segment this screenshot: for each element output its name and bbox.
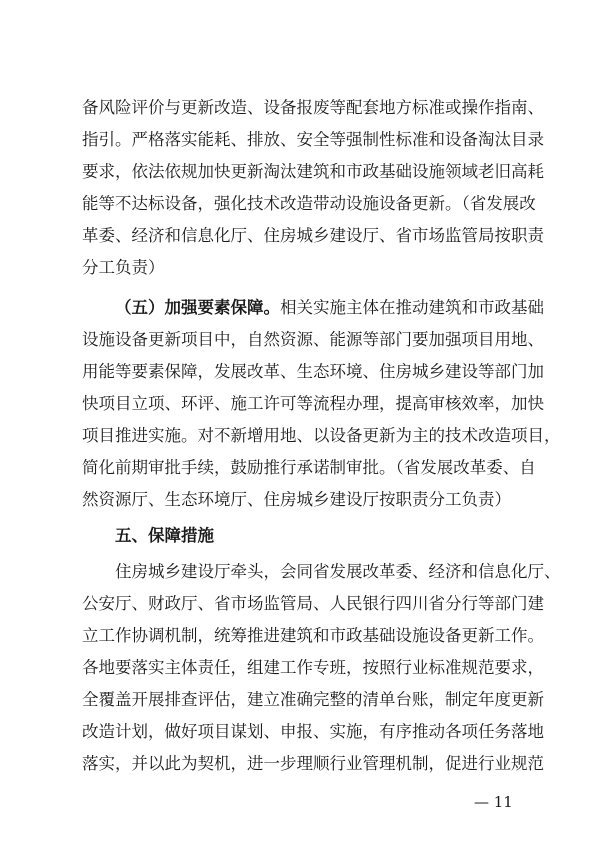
paragraph-line: 分工负责） xyxy=(82,258,165,277)
page-number: — 11 xyxy=(474,793,513,811)
paragraph-line: 要求，依法依规加快更新淘汰建筑和市政基础设施领域老旧高耗 xyxy=(82,162,544,181)
paragraph-line: 公安厅、财政厅、省市场监管局、人民银行四川省分行等部门建 xyxy=(82,594,544,613)
paragraph-line: 快项目立项、环评、施工许可等流程办理，提高审核效率，加快 xyxy=(82,394,544,413)
paragraph-line: 然资源厅、生态环境厅、住房城乡建设厅按职责分工负责） xyxy=(82,490,511,509)
paragraph-line: 全覆盖开展排查评估，建立准确完整的清单台账，制定年度更新 xyxy=(82,690,544,709)
paragraph-line: 简化前期审批手续，鼓励推行承诺制审批。（省发展改革委、自 xyxy=(82,458,536,477)
paragraph-line: 立工作协调机制，统筹推进建筑和市政基础设施设备更新工作。 xyxy=(82,626,544,645)
paragraph-line: 各地要落实主体责任，组建工作专班，按照行业标准规范要求， xyxy=(82,658,544,677)
paragraph-line: 设施设备更新项目中，自然资源、能源等部门要加强项目用地、 xyxy=(82,330,544,349)
paragraph-line: 项目推进实施。对不新增用地、以设备更新为主的技术改造项目， xyxy=(82,426,561,445)
section-heading: 五、保障措施 xyxy=(115,526,214,545)
paragraph-line: 改造计划，做好项目谋划、申报、实施，有序推动各项任务落地 xyxy=(82,722,544,741)
paragraph-line: 落实，并以此为契机，进一步理顺行业管理机制，促进行业规范 xyxy=(82,754,544,773)
paragraph-line: 备风险评价与更新改造、设备报废等配套地方标准或操作指南、 xyxy=(82,98,544,117)
paragraph-line: 能等不达标设备，强化技术改造带动设施设备更新。（省发展改 xyxy=(82,194,536,213)
paragraph-line: 革委、经济和信息化厅、住房城乡建设厅、省市场监管局按职责 xyxy=(82,226,544,245)
paragraph-line: 指引。严格落实能耗、排放、安全等强制性标准和设备淘汰目录 xyxy=(82,130,544,149)
section-five-title: （五）加强要素保障。 xyxy=(115,298,280,317)
section-five-text: 相关实施主体在推动建筑和市政基础 xyxy=(280,298,544,317)
section-five-first-line xyxy=(115,292,544,324)
paragraph-line: 用能等要素保障，发展改革、生态环境、住房城乡建设等部门加 xyxy=(82,362,544,381)
paragraph-line: 住房城乡建设厅牵头，会同省发展改革委、经济和信息化厅、 xyxy=(115,562,561,581)
